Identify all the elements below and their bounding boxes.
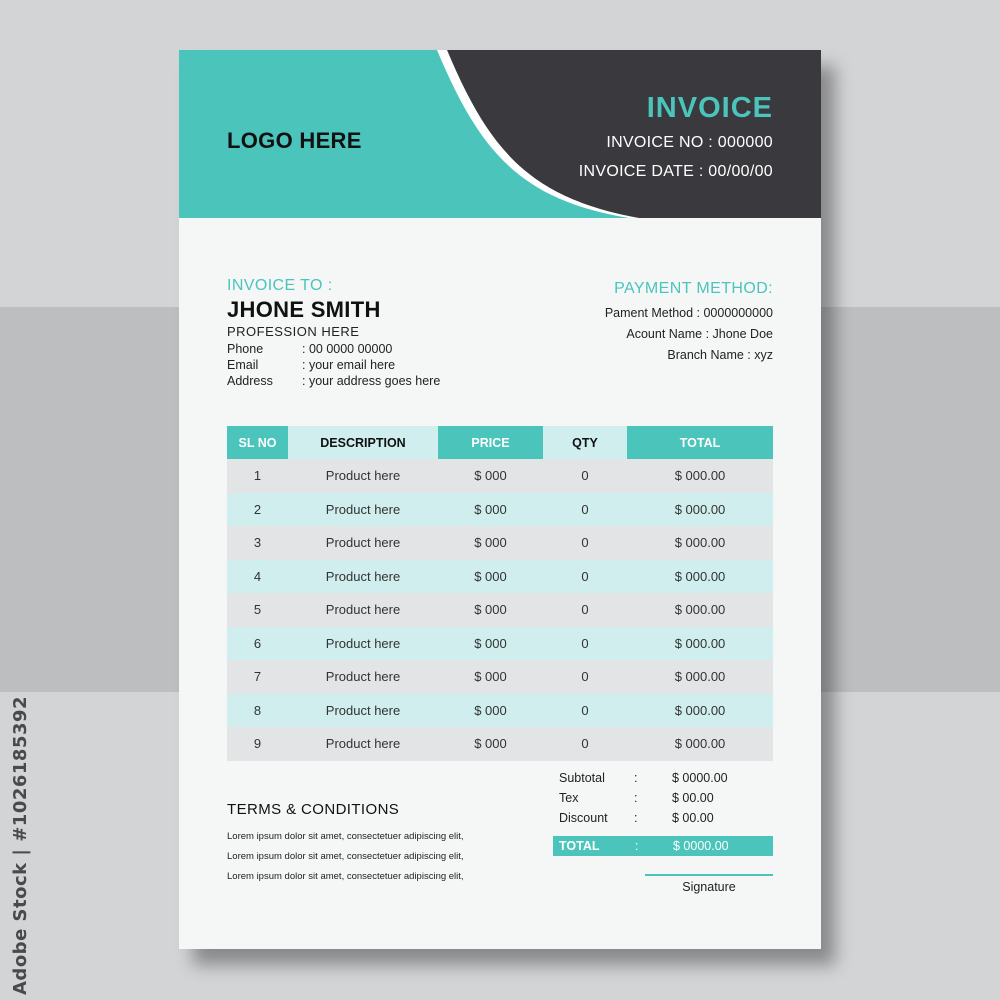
client-name: JHONE SMITH	[227, 297, 381, 322]
contact-value: : your email here	[302, 358, 396, 372]
total-key: Discount	[559, 811, 608, 825]
cell-sl-no: 1	[253, 468, 262, 484]
total-key: Tex	[559, 791, 579, 805]
grand-total-sep: :	[635, 839, 639, 853]
table-row	[227, 627, 773, 661]
table-row	[227, 593, 773, 627]
items-table	[227, 426, 773, 761]
invoice-title: INVOICE	[646, 92, 773, 124]
table-row	[227, 560, 773, 594]
total-sep: :	[634, 771, 638, 785]
table-header	[227, 426, 773, 459]
total-sep: :	[634, 791, 638, 805]
cell-price: $ 000	[474, 635, 507, 651]
signature-line	[645, 874, 773, 876]
cell-qty: 0	[581, 468, 589, 484]
cell-total: $ 000.00	[674, 535, 726, 551]
cell-sl-no: 5	[253, 602, 262, 618]
cell-qty: 0	[581, 635, 589, 651]
terms-line: Lorem ipsum dolor sit amet, consectetuer adipiscing elit,	[227, 851, 464, 862]
cell-price: $ 000	[474, 468, 507, 484]
cell-price: $ 000	[474, 501, 507, 517]
client-profession: PROFESSION HERE	[227, 324, 360, 339]
cell-price: $ 000	[474, 736, 507, 752]
invoice-number: INVOICE NO : 000000	[606, 134, 773, 151]
contact-value: : your address goes here	[302, 374, 441, 388]
cell-price: $ 000	[474, 602, 507, 618]
stock-id-watermark: Adobe Stock | #1026185392	[10, 695, 31, 995]
cell-description: Product here	[325, 635, 401, 651]
cell-qty: 0	[581, 535, 589, 551]
header-price: PRICE	[438, 426, 543, 459]
table-row	[227, 459, 773, 493]
header-total: TOTAL	[627, 426, 773, 459]
subtotal-row	[559, 771, 728, 785]
table-row	[227, 694, 773, 728]
terms-line: Lorem ipsum dolor sit amet, consectetuer adipiscing elit,	[227, 871, 464, 882]
grand-total-value: $ 0000.00	[673, 839, 729, 853]
cell-total: $ 000.00	[674, 736, 726, 752]
cell-sl-no: 3	[253, 535, 262, 551]
contact-key: Address	[227, 374, 273, 388]
cell-price: $ 000	[474, 702, 507, 718]
table-body	[227, 459, 773, 761]
cell-qty: 0	[581, 501, 589, 517]
cell-price: $ 000	[474, 535, 507, 551]
table-row	[227, 660, 773, 694]
cell-qty: 0	[581, 602, 589, 618]
invoice-page	[179, 50, 821, 949]
invoice-to-label: INVOICE TO :	[227, 277, 333, 294]
invoice-date: INVOICE DATE : 00/00/00	[578, 163, 773, 180]
cell-price: $ 000	[474, 568, 507, 584]
cell-description: Product here	[325, 669, 401, 685]
cell-description: Product here	[325, 702, 401, 718]
cell-sl-no: 6	[253, 635, 262, 651]
header-qty: QTY	[543, 426, 627, 459]
table-row	[227, 727, 773, 761]
contact-phone	[227, 342, 392, 356]
header-description: DESCRIPTION	[288, 426, 438, 459]
table-row	[227, 526, 773, 560]
total-value: $ 00.00	[672, 791, 714, 805]
cell-qty: 0	[581, 736, 589, 752]
payment-method-line: Pament Method : 0000000000	[604, 306, 773, 320]
cell-total: $ 000.00	[674, 501, 726, 517]
cell-sl-no: 9	[253, 736, 262, 752]
cell-sl-no: 7	[253, 669, 262, 685]
cell-total: $ 000.00	[674, 468, 726, 484]
cell-description: Product here	[325, 736, 401, 752]
cell-total: $ 000.00	[674, 702, 726, 718]
signature-label: Signature	[682, 880, 736, 894]
total-key: Subtotal	[559, 771, 605, 785]
cell-description: Product here	[325, 468, 401, 484]
contact-address	[227, 374, 440, 388]
total-sep: :	[634, 811, 638, 825]
cell-sl-no: 2	[253, 501, 262, 517]
contact-value: : 00 0000 00000	[302, 342, 393, 356]
cell-qty: 0	[581, 702, 589, 718]
logo-placeholder: LOGO HERE	[227, 128, 362, 153]
account-name-line: Acount Name : Jhone Doe	[626, 327, 773, 341]
cell-qty: 0	[581, 568, 589, 584]
branch-name-line: Branch Name : xyz	[667, 348, 773, 362]
cell-total: $ 000.00	[674, 568, 726, 584]
cell-description: Product here	[325, 568, 401, 584]
total-value: $ 00.00	[672, 811, 714, 825]
contact-key: Phone	[227, 342, 264, 356]
cell-description: Product here	[325, 602, 401, 618]
terms-line: Lorem ipsum dolor sit amet, consectetuer adipiscing elit,	[227, 831, 464, 842]
terms-title: TERMS & CONDITIONS	[227, 801, 400, 818]
cell-sl-no: 4	[253, 568, 262, 584]
cell-price: $ 000	[474, 669, 507, 685]
cell-qty: 0	[581, 669, 589, 685]
grand-total-key: TOTAL	[559, 839, 600, 853]
cell-total: $ 000.00	[674, 635, 726, 651]
payment-method-label: PAYMENT METHOD:	[614, 280, 773, 297]
tax-row	[559, 791, 714, 805]
cell-total: $ 000.00	[674, 602, 726, 618]
contact-key: Email	[227, 358, 259, 372]
cell-description: Product here	[325, 501, 401, 517]
discount-row	[559, 811, 714, 825]
cell-description: Product here	[325, 535, 401, 551]
cell-total: $ 000.00	[674, 669, 726, 685]
grand-total-bar	[553, 836, 773, 856]
total-value: $ 0000.00	[672, 771, 728, 785]
header-sl-no: SL NO	[227, 426, 288, 459]
table-row	[227, 493, 773, 527]
contact-email	[227, 358, 395, 372]
cell-sl-no: 8	[253, 702, 262, 718]
